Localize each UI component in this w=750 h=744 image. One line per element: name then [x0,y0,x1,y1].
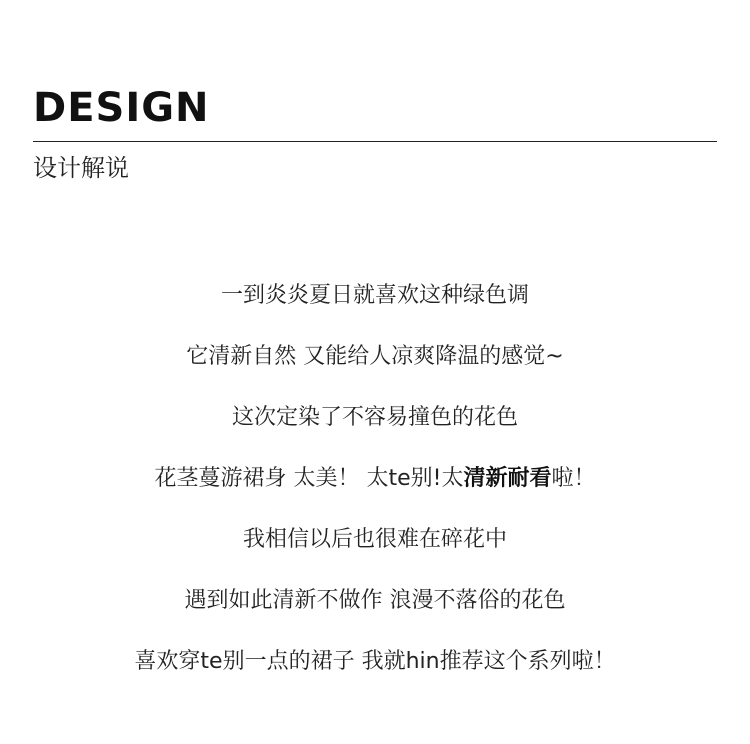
section-title: DESIGN [33,85,210,131]
description-line: 一到炎炎夏日就喜欢这种绿色调 [220,283,529,308]
description-line: 它清新自然 又能给人凉爽降温的感觉~ [186,344,564,369]
highlight-before: 花茎蔓游裙身 太美！ 太te别!太 [154,466,464,491]
highlight-after: 啦！ [551,466,596,491]
description-line-highlight [0,462,750,523]
design-description [0,279,750,706]
title-divider [33,141,717,142]
section-subtitle: 设计解说 [33,154,129,182]
description-line: 喜欢穿te别一点的裙子 我就hin推荐这个系列啦！ [134,649,616,674]
description-line: 我相信以后也很难在碎花中 [242,527,507,552]
description-line: 遇到如此清新不做作 浪漫不落俗的花色 [184,588,566,613]
description-line: 这次定染了不容易撞色的花色 [231,405,518,430]
highlight-bold: 清新耐看 [463,466,552,491]
